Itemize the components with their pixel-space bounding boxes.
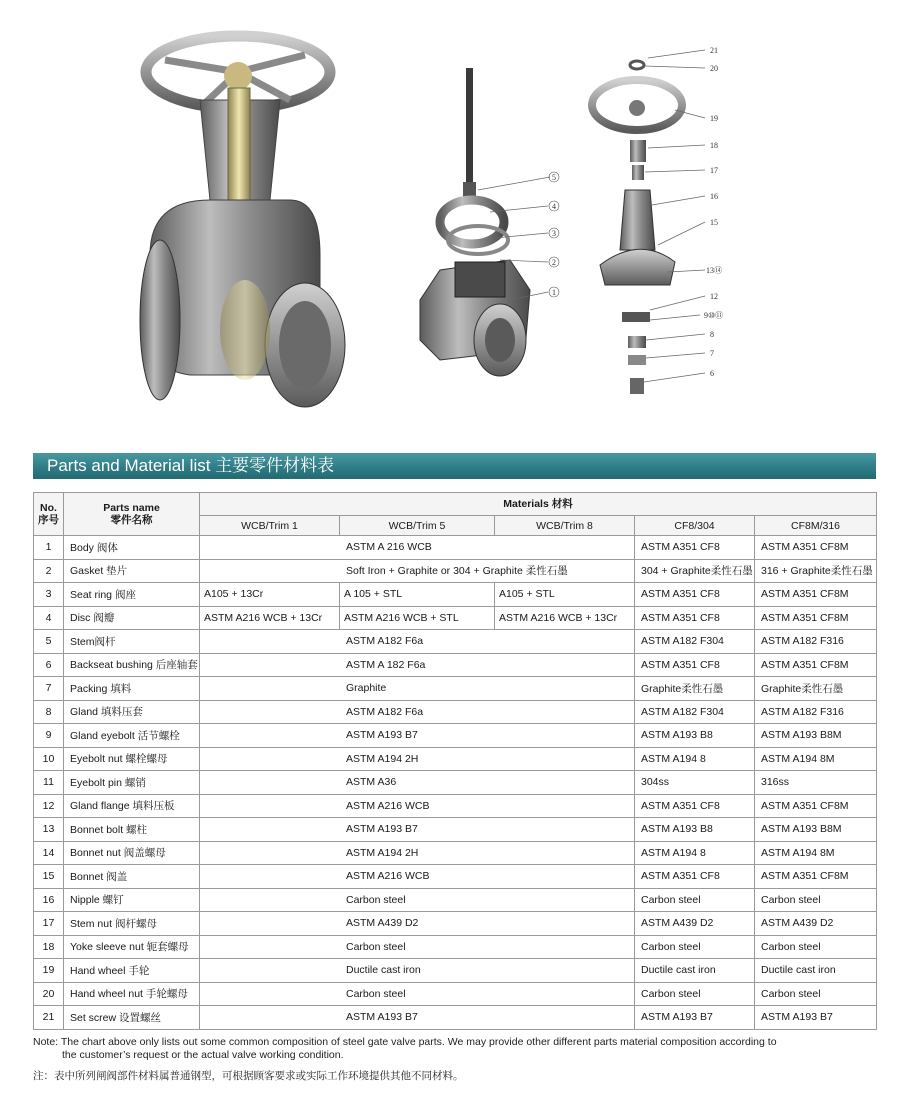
- part-name: Stem nut 阀杆螺母: [64, 912, 200, 936]
- part-name: Gland flange 填料压板: [64, 794, 200, 818]
- part-name: Stem阀杆: [64, 630, 200, 654]
- row-number: 6: [34, 653, 64, 677]
- row-number: 17: [34, 912, 64, 936]
- note-english-line1: Note: The chart above only lists out some common composition of steel gate valve parts. We may provide other different parts material composition according to: [33, 1036, 777, 1048]
- header-wcb-trim1: WCB/Trim 1: [200, 516, 340, 536]
- row-number: 8: [34, 700, 64, 724]
- part-name: Gasket 垫片: [64, 559, 200, 583]
- part-name: Disc 阀瓣: [64, 606, 200, 630]
- material-wcb-common: Carbon steel: [200, 982, 635, 1006]
- row-number: 13: [34, 818, 64, 842]
- row-number: 10: [34, 747, 64, 771]
- material-wcb-trim8: ASTM A216 WCB + 13Cr: [495, 606, 635, 630]
- callout-lines-right: [644, 50, 705, 382]
- material-cf8-304: ASTM A193 B8: [635, 724, 755, 748]
- part-name: Packing 填料: [64, 677, 200, 701]
- material-cf8m-316: Ductile cast iron: [755, 959, 877, 983]
- material-cf8-304: ASTM A351 CF8: [635, 865, 755, 889]
- table-body: [34, 536, 877, 1030]
- material-cf8-304: ASTM A351 CF8: [635, 653, 755, 677]
- callout-15: 15: [710, 218, 718, 227]
- material-cf8m-316: Carbon steel: [755, 935, 877, 959]
- part-name: Set screw 设置螺丝: [64, 1006, 200, 1030]
- table-row: [34, 583, 877, 607]
- table-row: [34, 935, 877, 959]
- material-wcb-common: Soft Iron + Graphite or 304 + Graphite 柔性石墨: [200, 559, 635, 583]
- material-cf8m-316: ASTM A351 CF8M: [755, 606, 877, 630]
- row-number: 2: [34, 559, 64, 583]
- table-row: [34, 818, 877, 842]
- row-number: 19: [34, 959, 64, 983]
- part-name: Gland 填料压套: [64, 700, 200, 724]
- note-english-line2: the customer’s request or the actual valve working condition.: [62, 1049, 344, 1061]
- callout-21: 21: [710, 46, 718, 55]
- sectioned-valve-image: [140, 36, 345, 407]
- material-wcb-common: ASTM A182 F6a: [200, 700, 635, 724]
- callouts-right: [704, 46, 723, 378]
- material-cf8m-316: ASTM A193 B7: [755, 1006, 877, 1030]
- callouts-middle: [549, 172, 559, 297]
- material-wcb-common: ASTM A193 B7: [200, 818, 635, 842]
- table-row: [34, 865, 877, 889]
- row-number: 9: [34, 724, 64, 748]
- material-cf8-304: ASTM A351 CF8: [635, 606, 755, 630]
- material-wcb-common: ASTM A36: [200, 771, 635, 795]
- header-materials: Materials 材料: [200, 493, 877, 516]
- row-number: 11: [34, 771, 64, 795]
- table-row: [34, 606, 877, 630]
- callout-9-10-11: 9⑩⑪: [704, 311, 724, 320]
- row-number: 5: [34, 630, 64, 654]
- callout-2: 2: [552, 258, 556, 267]
- table-row: [34, 536, 877, 560]
- note-chinese: 注：表中所列闸阀部件材料属普通钢型，可根据顾客要求或实际工作环境提供其他不同材料。: [33, 1070, 464, 1082]
- header-cf8-304: CF8/304: [635, 516, 755, 536]
- row-number: 18: [34, 935, 64, 959]
- table-row: [34, 1006, 877, 1030]
- material-wcb-common: ASTM A 216 WCB: [200, 536, 635, 560]
- material-wcb-common: ASTM A439 D2: [200, 912, 635, 936]
- note-english: [33, 1036, 883, 1062]
- callout-12: 12: [710, 292, 718, 301]
- material-wcb-common: ASTM A194 2H: [200, 747, 635, 771]
- material-cf8-304: ASTM A351 CF8: [635, 583, 755, 607]
- row-number: 12: [34, 794, 64, 818]
- row-number: 20: [34, 982, 64, 1006]
- material-wcb-common: Carbon steel: [200, 935, 635, 959]
- callout-3: 3: [552, 229, 556, 238]
- table-row: [34, 700, 877, 724]
- material-wcb-common: ASTM A194 2H: [200, 841, 635, 865]
- material-wcb-common: ASTM A216 WCB: [200, 865, 635, 889]
- header-parts-name: Parts name 零件名称: [64, 493, 200, 536]
- material-cf8-304: ASTM A193 B7: [635, 1006, 755, 1030]
- material-wcb-common: Graphite: [200, 677, 635, 701]
- material-wcb-trim1: A105 + 13Cr: [200, 583, 340, 607]
- part-name: Eyebolt nut 螺栓螺母: [64, 747, 200, 771]
- row-number: 16: [34, 888, 64, 912]
- callout-19: 19: [710, 114, 718, 123]
- callout-7: 7: [710, 349, 714, 358]
- header-cf8m-316: CF8M/316: [755, 516, 877, 536]
- material-cf8m-316: ASTM A193 B8M: [755, 724, 877, 748]
- material-wcb-common: ASTM A216 WCB: [200, 794, 635, 818]
- material-cf8m-316: ASTM A351 CF8M: [755, 865, 877, 889]
- material-cf8-304: Carbon steel: [635, 935, 755, 959]
- material-cf8-304: Carbon steel: [635, 982, 755, 1006]
- material-wcb-common: Ductile cast iron: [200, 959, 635, 983]
- material-wcb-common: ASTM A 182 F6a: [200, 653, 635, 677]
- material-cf8m-316: Carbon steel: [755, 888, 877, 912]
- callout-20: 20: [710, 64, 718, 73]
- header-wcb-trim5: WCB/Trim 5: [340, 516, 495, 536]
- material-cf8m-316: ASTM A351 CF8M: [755, 583, 877, 607]
- material-cf8m-316: 316 + Graphite柔性石墨: [755, 559, 877, 583]
- parts-material-banner: Parts and Material list 主要零件材料表: [33, 453, 876, 479]
- row-number: 7: [34, 677, 64, 701]
- table-row: [34, 653, 877, 677]
- exploded-bonnet-image: [592, 61, 682, 394]
- material-cf8m-316: Graphite柔性石墨: [755, 677, 877, 701]
- callout-5: 5: [552, 173, 556, 182]
- material-cf8m-316: ASTM A194 8M: [755, 841, 877, 865]
- table-row: [34, 677, 877, 701]
- row-number: 21: [34, 1006, 64, 1030]
- material-cf8-304: ASTM A182 F304: [635, 630, 755, 654]
- part-name: Backseat bushing 后座轴套: [64, 653, 200, 677]
- row-number: 1: [34, 536, 64, 560]
- header-wcb-trim8: WCB/Trim 8: [495, 516, 635, 536]
- material-cf8m-316: ASTM A194 8M: [755, 747, 877, 771]
- header-no: No. 序号: [34, 493, 64, 536]
- material-cf8m-316: ASTM A351 CF8M: [755, 536, 877, 560]
- material-cf8m-316: ASTM A182 F316: [755, 630, 877, 654]
- part-name: Hand wheel 手轮: [64, 959, 200, 983]
- table-row: [34, 747, 877, 771]
- material-wcb-trim1: ASTM A216 WCB + 13Cr: [200, 606, 340, 630]
- callout-13-14: 13⑭: [706, 266, 722, 275]
- table-row: [34, 982, 877, 1006]
- row-number: 3: [34, 583, 64, 607]
- part-name: Bonnet nut 阀盖螺母: [64, 841, 200, 865]
- table-row: [34, 841, 877, 865]
- part-name: Eyebolt pin 螺销: [64, 771, 200, 795]
- material-cf8-304: Ductile cast iron: [635, 959, 755, 983]
- material-wcb-trim5: A 105 + STL: [340, 583, 495, 607]
- callout-1: 1: [552, 288, 556, 297]
- material-cf8-304: ASTM A194 8: [635, 841, 755, 865]
- row-number: 4: [34, 606, 64, 630]
- row-number: 14: [34, 841, 64, 865]
- parts-material-table: [33, 492, 877, 1030]
- part-name: Gland eyebolt 活节螺栓: [64, 724, 200, 748]
- material-wcb-common: ASTM A182 F6a: [200, 630, 635, 654]
- table-row: [34, 959, 877, 983]
- material-cf8-304: ASTM A351 CF8: [635, 794, 755, 818]
- callout-8: 8: [710, 330, 714, 339]
- material-wcb-trim5: ASTM A216 WCB + STL: [340, 606, 495, 630]
- part-name: Body 阀体: [64, 536, 200, 560]
- table-row: [34, 888, 877, 912]
- material-cf8-304: ASTM A194 8: [635, 747, 755, 771]
- part-name: Nipple 螺钉: [64, 888, 200, 912]
- table-row: [34, 630, 877, 654]
- table-row: [34, 724, 877, 748]
- table-row: [34, 912, 877, 936]
- material-cf8m-316: 316ss: [755, 771, 877, 795]
- part-name: Bonnet bolt 螺柱: [64, 818, 200, 842]
- exploded-body-image: [420, 68, 530, 376]
- material-cf8-304: Carbon steel: [635, 888, 755, 912]
- material-cf8-304: ASTM A439 D2: [635, 912, 755, 936]
- material-cf8-304: ASTM A182 F304: [635, 700, 755, 724]
- callout-4: 4: [552, 202, 556, 211]
- material-cf8-304: 304ss: [635, 771, 755, 795]
- material-wcb-common: ASTM A193 B7: [200, 724, 635, 748]
- material-wcb-common: ASTM A193 B7: [200, 1006, 635, 1030]
- material-cf8m-316: ASTM A182 F316: [755, 700, 877, 724]
- table-row: [34, 771, 877, 795]
- part-name: Yoke sleeve nut 轭套螺母: [64, 935, 200, 959]
- row-number: 15: [34, 865, 64, 889]
- callout-18: 18: [710, 141, 718, 150]
- material-cf8m-316: ASTM A193 B8M: [755, 818, 877, 842]
- part-name: Bonnet 阀盖: [64, 865, 200, 889]
- material-wcb-common: Carbon steel: [200, 888, 635, 912]
- material-cf8m-316: Carbon steel: [755, 982, 877, 1006]
- callout-6: 6: [710, 369, 714, 378]
- part-name: Hand wheel nut 手轮螺母: [64, 982, 200, 1006]
- valve-illustration: [0, 0, 920, 445]
- table-row: [34, 559, 877, 583]
- callout-16: 16: [710, 192, 718, 201]
- material-wcb-trim8: A105 + STL: [495, 583, 635, 607]
- material-cf8-304: 304 + Graphite柔性石墨: [635, 559, 755, 583]
- table-row: [34, 794, 877, 818]
- material-cf8-304: ASTM A193 B8: [635, 818, 755, 842]
- material-cf8m-316: ASTM A351 CF8M: [755, 794, 877, 818]
- part-name: Seat ring 阀座: [64, 583, 200, 607]
- material-cf8-304: ASTM A351 CF8: [635, 536, 755, 560]
- material-cf8m-316: ASTM A439 D2: [755, 912, 877, 936]
- material-cf8m-316: ASTM A351 CF8M: [755, 653, 877, 677]
- callout-17: 17: [710, 166, 718, 175]
- material-cf8-304: Graphite柔性石墨: [635, 677, 755, 701]
